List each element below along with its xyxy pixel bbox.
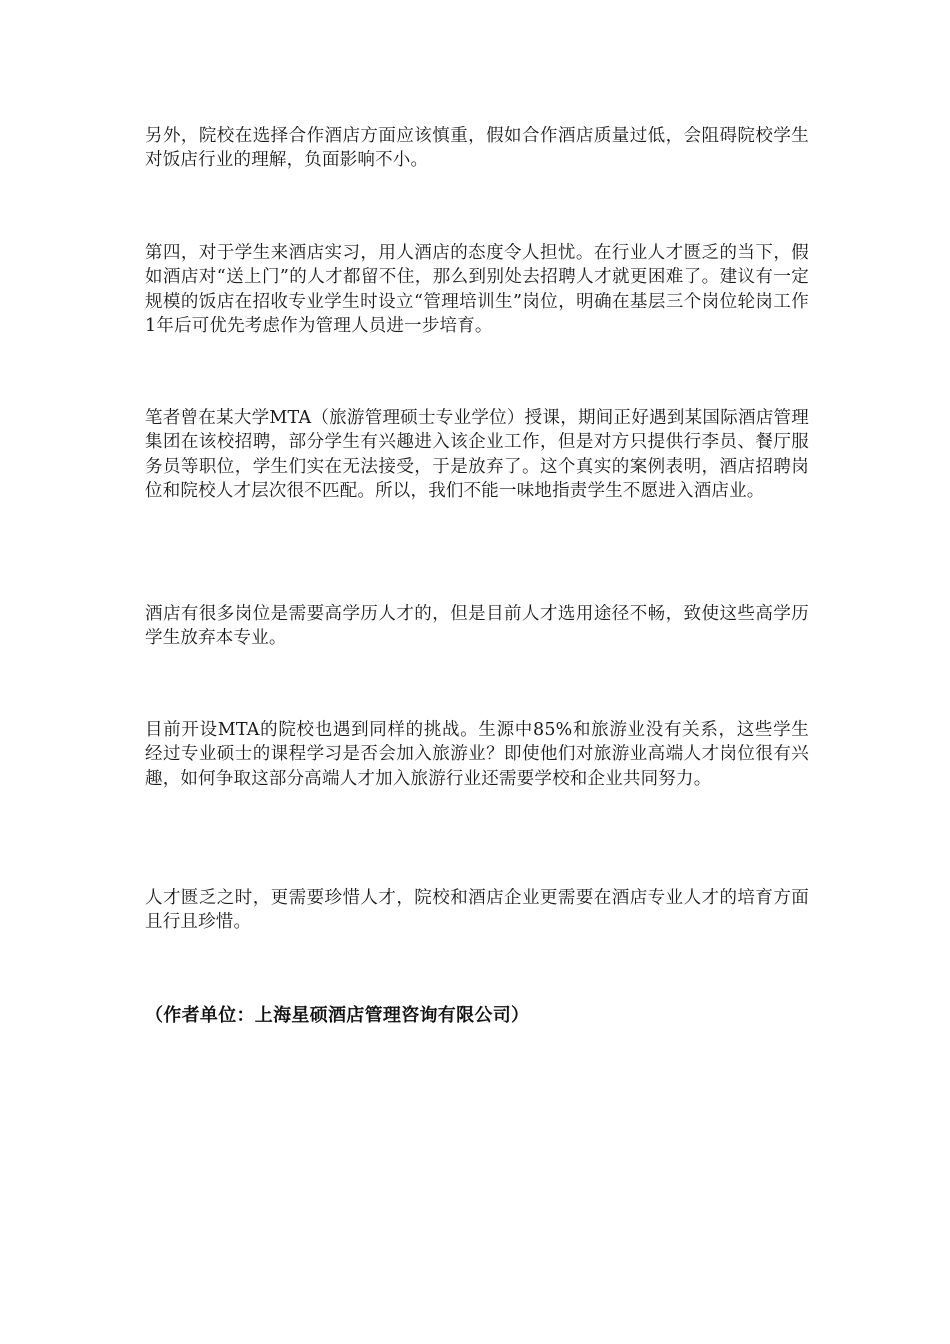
paragraph-mta-challenge: 目前开设MTA的院校也遇到同样的挑战。生源中85%和旅游业没有关系，这些学生经过专业硕士的课程学习是否会加入旅游业？即使他们对旅游业高端人才岗位很有兴趣，如何争取这部分高端人才加入旅游行业还需要学校和企业共同努力。 bbox=[145, 720, 809, 789]
author-affiliation: （作者单位：上海星硕酒店管理咨询有限公司） bbox=[145, 1005, 530, 1026]
paragraph-cherish-talent: 人才匮乏之时，更需要珍惜人才，院校和酒店企业更需要在酒店专业人才的培育方面且行且珍惜。 bbox=[145, 888, 809, 933]
paragraph-high-education-positions: 酒店有很多岗位是需要高学历人才的，但是目前人才选用途径不畅，致使这些高学历学生放弃本专业。 bbox=[145, 604, 809, 649]
paragraph-internship-attitude: 第四，对于学生来酒店实习，用人酒店的态度令人担忧。在行业人才匮乏的当下，假如酒店对“送上门”的人才都留不住，那么到别处去招聘人才就更困难了。建议有一定规模的饭店在招收专业学生时设立“管理培训生”岗位，明确在基层三个岗位轮岗工作1年后可优先考虑作为管理人员进一步培育。 bbox=[145, 243, 809, 336]
paragraph-partner-hotel-selection: 另外，院校在选择合作酒店方面应该慎重，假如合作酒店质量过低，会阻碍院校学生对饭店行业的理解，负面影响不小。 bbox=[145, 126, 809, 171]
paragraph-mta-teaching-case: 笔者曾在某大学MTA（旅游管理硕士专业学位）授课，期间正好遇到某国际酒店管理集团在该校招聘，部分学生有兴趣进入该企业工作，但是对方只提供行李员、餐厅服务员等职位，学生们实在无法接受，于是放弃了。这个真实的案例表明，酒店招聘岗位和院校人才层次很不匹配。所以，我们不能一味地指责学生不愿进入酒店业。 bbox=[145, 408, 809, 501]
